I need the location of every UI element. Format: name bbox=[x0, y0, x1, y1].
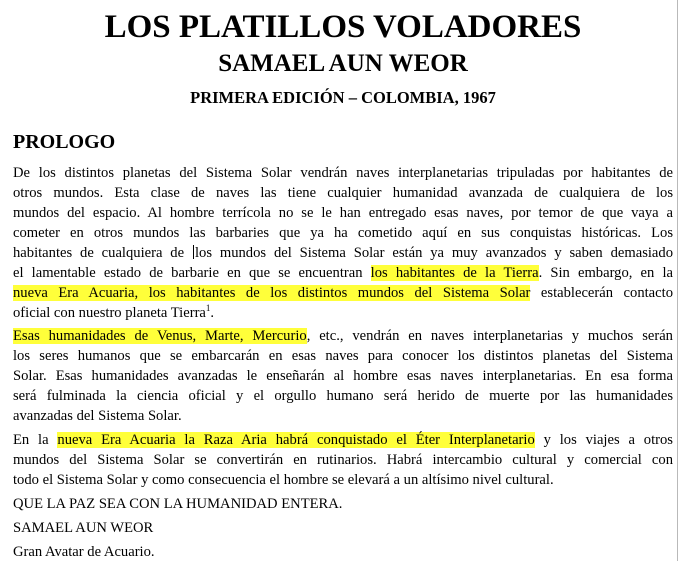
text-run: habitantes de cualquiera de bbox=[13, 245, 185, 261]
paragraph-line: cometer en otros mundos las barbaries que ya ha cometido aquí en sus conquistas históricas. Los bbox=[13, 225, 673, 241]
text-run: el lamentable estado de barbarie en que se encuentran bbox=[13, 265, 371, 281]
highlighted-text: nueva Era Acuaria, los habitantes de los distintos mundos del Sistema Solar bbox=[13, 285, 531, 301]
text-run: . bbox=[210, 305, 215, 321]
paragraph-line: Solar. Esas humanidades avanzadas le enseñarán al hombre esas naves interplanetarias. En esa forma bbox=[13, 368, 673, 384]
highlighted-text: los habitantes de la Tierra bbox=[370, 265, 539, 281]
paragraph-line: será fulminada la ciencia oficial y el orgullo humano será herido de muerte por las humanidades bbox=[13, 388, 673, 404]
text-run: y los viajes a otros bbox=[534, 432, 673, 448]
paragraph-line: De los distintos planetas del Sistema Solar vendrán naves interplanetarias tripuladas por habitantes de bbox=[13, 165, 673, 181]
paragraph-line: mundos del espacio. Al hombre terrícola no se le han entregado esas naves, por temor de que vaya a bbox=[13, 205, 673, 221]
paragraph-line bbox=[13, 430, 673, 450]
paragraph-line bbox=[13, 326, 673, 346]
paragraph-line bbox=[13, 243, 673, 263]
paragraph-line bbox=[13, 283, 673, 303]
text-run: establecerán contacto bbox=[530, 285, 673, 301]
text-run: oficial con nuestro planeta Tierra bbox=[13, 305, 206, 321]
section-heading: PROLOGO bbox=[13, 131, 116, 153]
closing-line: QUE LA PAZ SEA CON LA HUMANIDAD ENTERA. bbox=[13, 496, 343, 512]
text-cursor bbox=[193, 245, 194, 259]
page-edge bbox=[677, 0, 678, 561]
paragraph-line: los seres humanos que se embarcarán en esas naves para conocer los distintos planetas del Sistema bbox=[13, 348, 673, 364]
closing-subtitle: Gran Avatar de Acuario. bbox=[13, 544, 155, 560]
paragraph-line: mundos del Sistema Solar se convertirán en rutinarios. Habrá intercambio cultural y comercial con bbox=[13, 452, 673, 468]
highlighted-text: Esas humanidades de Venus, Marte, Mercurio bbox=[13, 328, 307, 344]
closing-signature: SAMAEL AUN WEOR bbox=[13, 520, 154, 536]
document-author: SAMAEL AUN WEOR bbox=[218, 50, 468, 77]
text-run: . Sin embargo, en la bbox=[538, 265, 673, 281]
paragraph-line bbox=[13, 263, 673, 283]
highlighted-text: nueva Era Acuaria la Raza Aria habrá conquistado el Éter Interplanetario bbox=[57, 432, 535, 448]
paragraph-line: otros mundos. Esta clase de naves las tiene cualquier humanidad avanzada de cualquiera de los bbox=[13, 185, 673, 201]
paragraph-line: todo el Sistema Solar y como consecuencia el hombre se elevará a un altísimo nivel cultural. bbox=[13, 472, 554, 488]
footnote-marker[interactable]: 1 bbox=[205, 303, 211, 314]
document-edition: PRIMERA EDICIÓN – COLOMBIA, 1967 bbox=[190, 88, 496, 107]
text-run: En la bbox=[13, 432, 58, 448]
paragraph-line bbox=[13, 303, 673, 323]
text-run: los mundos del Sistema Solar están ya muy avanzados y saben demasiado bbox=[194, 245, 673, 261]
text-run: , etc., vendrán en naves interplanetarias y muchos serán bbox=[306, 328, 673, 344]
paragraph-line: avanzadas del Sistema Solar. bbox=[13, 408, 182, 424]
document-title: LOS PLATILLOS VOLADORES bbox=[104, 9, 582, 45]
